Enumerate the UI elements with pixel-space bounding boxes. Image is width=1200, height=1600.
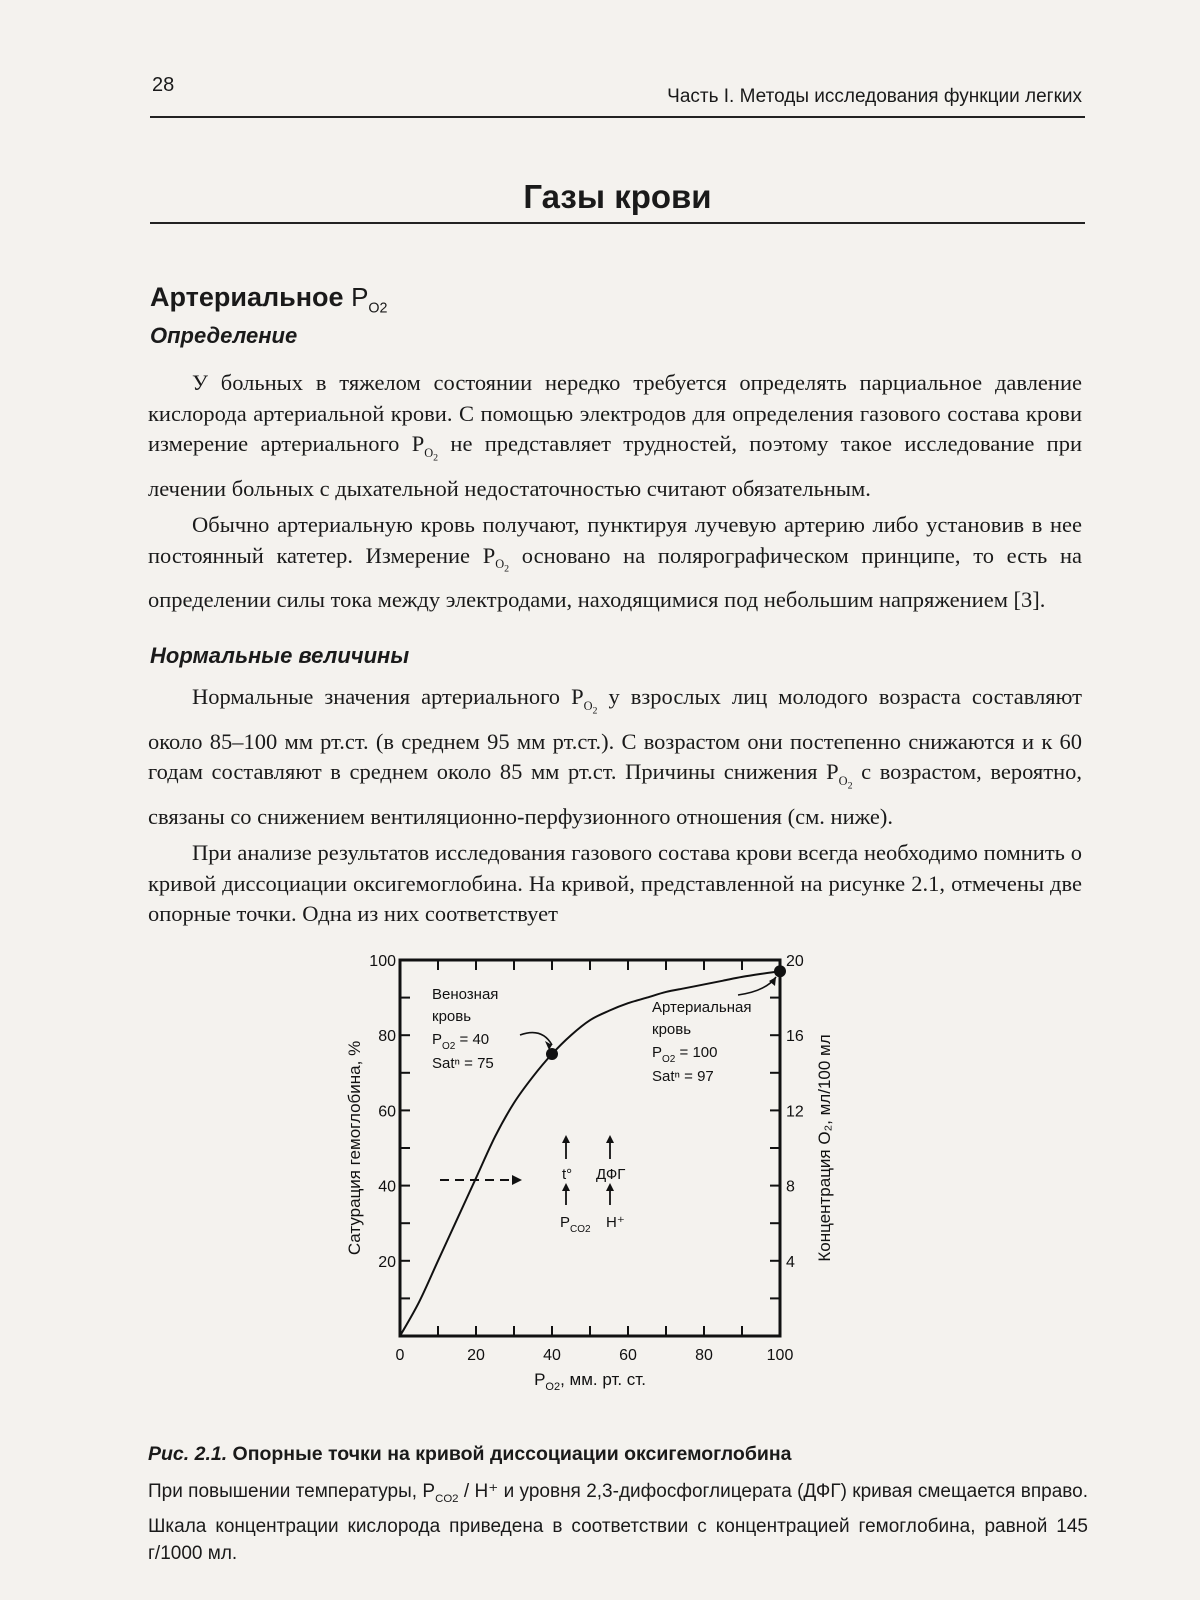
temperature-factor: t° xyxy=(562,1166,573,1183)
h-factor: H⁺ xyxy=(606,1214,625,1231)
x-tick-label: 40 xyxy=(543,1347,561,1364)
arterial-label-line2: кровь xyxy=(652,1021,692,1038)
pco2-factor: $P_{CO2}$ xyxy=(560,1214,591,1235)
arterial-point xyxy=(774,965,786,977)
y-left-tick-label: 100 xyxy=(369,955,396,970)
x-tick-label: 20 xyxy=(467,1347,485,1364)
definition-heading: Определение xyxy=(150,323,298,348)
figure-caption-title xyxy=(148,1443,792,1466)
arterial-annotation xyxy=(652,999,751,1085)
paragraph: Нормальные значения артериального $P_{O_2}$ у взрослых лиц молодого возраста составляют около 85–100 мм рт.ст. (в среднем 95 мм рт.ст.). С возрастом они постепенно снижаются и к 60 годам составляют в среднем около 85 мм рт.ст. Причины снижения $P_{O_2}$ с возрастом, вероятно, связаны со снижением вентиляционно-перфузионного отношения (см. ниже). xyxy=(148,684,1083,829)
y-right-tick-label: 16 xyxy=(786,1028,804,1046)
x-tick-label: 80 xyxy=(695,1347,713,1364)
oxyhemoglobin-dissociation-chart xyxy=(330,955,870,1395)
y-left-tick-label: 80 xyxy=(378,1028,396,1046)
section-title: Газы крови xyxy=(523,178,712,215)
arterial-pointer-arrowhead xyxy=(769,977,776,986)
venous-po2: $P_{O2} = 40$ xyxy=(432,1031,490,1052)
venous-annotation xyxy=(432,986,498,1072)
subsection-title: Артериальное xyxy=(150,282,344,312)
left-axis-label: Сатурация гемоглобина, % xyxy=(345,1040,364,1256)
x-axis-label: $P_{O2}$, мм. рт. ст. xyxy=(534,1370,646,1393)
y-right-tick-label: 4 xyxy=(786,1253,795,1271)
x-tick-label: 0 xyxy=(395,1347,405,1364)
normal-values-text xyxy=(148,682,1082,930)
figure-caption-text: При повышении температуры, $P_{CO2} / H^+$ и уровня 2,3-дифосфоглицерата (ДФГ) кривая смещается вправо. Шкала концентрации кислорода приведена в соответствии с концентрацией гемоглобина, равной 145 г/1000 мл. xyxy=(148,1481,1089,1565)
arterial-sat: Satⁿ = 97 xyxy=(652,1068,714,1085)
arterial-pointer xyxy=(738,977,776,995)
y-left-tick-label: 60 xyxy=(378,1103,396,1121)
y-right-tick-label: 20 xyxy=(786,955,804,970)
po2-symbol: $P_{O2}$ xyxy=(351,282,388,317)
venous-point xyxy=(546,1048,558,1060)
x-tick-label: 60 xyxy=(619,1347,637,1364)
right-axis-label: Концентрация O₂, мл/100 мл xyxy=(815,1034,834,1262)
title-rule xyxy=(150,222,1085,224)
arterial-label-line1: Артериальная xyxy=(652,999,752,1016)
definition-text xyxy=(148,368,1082,616)
running-header: Часть I. Методы исследования функции легких xyxy=(667,86,1082,107)
subsection-heading xyxy=(150,282,388,316)
x-tick-label: 100 xyxy=(766,1347,794,1364)
normal-values-heading: Нормальные величины xyxy=(150,643,410,668)
header-rule xyxy=(150,116,1085,118)
y-left-tick-label: 40 xyxy=(378,1178,396,1196)
y-right-tick-label: 12 xyxy=(786,1103,804,1121)
dpg-factor: ДФГ xyxy=(596,1166,626,1183)
right-shift-arrowhead xyxy=(512,1175,522,1185)
paragraph: При анализе результатов исследования газового состава крови всегда необходимо помнить о кривой диссоциации оксигемоглобина. На кривой, представленной на рисунке 2.1, отмечены две опорные точки. Одна из них соответствует xyxy=(148,840,1082,927)
y-right-tick-label: 8 xyxy=(786,1178,795,1196)
venous-label-line2: кровь xyxy=(432,1008,472,1025)
paragraph: У больных в тяжелом состоянии нередко требуется определять парциальное давление кислорода артериальной крови. С помощью электродов для определения газового состава крови измерение артериального $P_{O_2}$ не представляет трудностей, поэтому такое исследование при лечении больных с дыхательной недостаточностью считают обязательным. xyxy=(148,370,1083,501)
arterial-po2: $P_{O2} = 100$ xyxy=(652,1044,718,1065)
paragraph: Обычно артериальную кровь получают, пунктируя лучевую артерию либо установив в нее постоянный катетер. Измерение $P_{O_2}$ основано на полярографическом принципе, то есть на определении силы тока между электродами, находящимися под небольшим напряжением [3]. xyxy=(148,512,1082,613)
figure-title: Опорные точки на кривой диссоциации оксигемоглобина xyxy=(227,1443,792,1465)
y-left-tick-label: 20 xyxy=(378,1253,396,1271)
venous-label-line1: Венозная xyxy=(432,986,499,1003)
figure-number: Рис. 2.1. xyxy=(148,1443,228,1465)
page-number: 28 xyxy=(152,74,175,96)
venous-sat: Satⁿ = 75 xyxy=(432,1055,494,1072)
dissociation-curve xyxy=(400,971,780,1336)
